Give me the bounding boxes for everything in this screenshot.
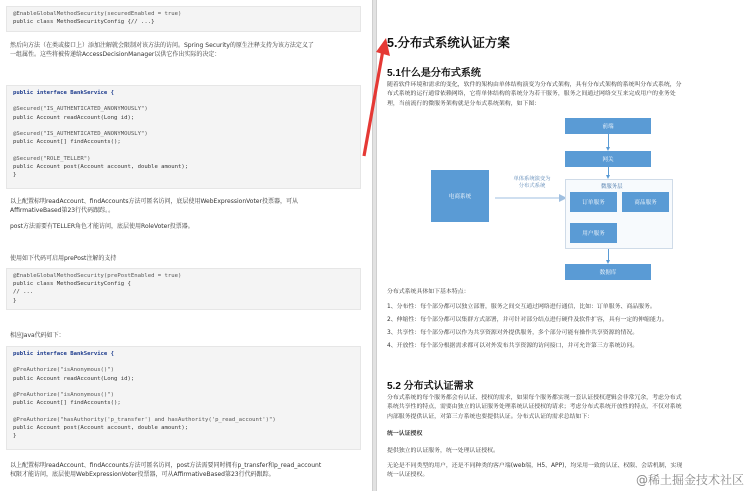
paragraph-post-teller xyxy=(10,222,362,231)
subheading-unified-auth: 统一认证授权 xyxy=(387,431,423,437)
list-item: 3、共享性：每个部分都可以作为共享资源对外提供服务，多个部分可能有操作共享资源的情况。 xyxy=(387,330,639,336)
user-service-box: 用户服务 xyxy=(570,223,617,243)
section-heading-5-2: 5.2 分布式认证需求 xyxy=(387,381,474,392)
architecture-diagram xyxy=(377,108,752,283)
code-line: } xyxy=(13,171,17,178)
code-block-secured-bankservice xyxy=(6,85,361,189)
text-line: 使用如下代码可启用prePost注解的支持 xyxy=(10,255,117,262)
code-line: public Account readAccount(Long id); xyxy=(13,375,135,382)
code-line: public interface BankService { xyxy=(13,90,115,96)
list-item: 1、分布性：每个部分都可以独立部署，服务之间交互通过网络进行通信，比如：订单服务、商品服务。 xyxy=(387,304,656,310)
text-line: 系统共享性的特点，需要由独立的认证服务处理系统认证授权的请求；考虑分布式系统开放性的特点，不仅对系统 xyxy=(387,404,682,411)
code-line xyxy=(13,146,354,154)
paragraph-features-intro xyxy=(387,288,745,297)
code-line: public Account[] findAccounts(); xyxy=(13,400,121,407)
paragraph-auth-requirements xyxy=(387,394,745,422)
code-line xyxy=(13,358,354,366)
text-line: 统一认证授权。 xyxy=(387,472,429,479)
code-line: // ... xyxy=(13,289,34,296)
right-page xyxy=(377,0,752,491)
code-line: public Account[] findAccounts(); xyxy=(13,139,121,146)
code-block-preauthorize-bankservice xyxy=(6,346,361,450)
list-item: 2、伸缩性：每个部分都可以集群方式部署，并可针对部分结点进行硬件及软件扩容，具有一定的伸缩能力。 xyxy=(387,317,668,323)
code-line: public Account readAccount(Long id); xyxy=(13,114,135,121)
text-line: 内部服务提供认证，对第三方系统也要提供认证。分布式认证的需求总结如下： xyxy=(387,413,594,420)
code-line: @PreAuthorize("isAnonymous()") xyxy=(13,391,115,398)
code-line: @EnableGlobalMethodSecurity(securedEnabled = true) xyxy=(13,11,182,17)
code-line: @Secured("ROLE_TELLER") xyxy=(13,155,91,162)
code-line xyxy=(13,383,354,391)
code-line: } xyxy=(13,297,17,304)
order-service-box: 订单服务 xyxy=(570,192,617,212)
paragraph-prepost-enable xyxy=(10,254,362,263)
arrow-gateway-services xyxy=(608,167,609,176)
arrow-frontend-gateway xyxy=(608,134,609,148)
code-line: public interface BankService { xyxy=(13,351,115,357)
product-service-box: 商品服务 xyxy=(622,192,669,212)
paragraph-distributed-intro xyxy=(387,81,745,109)
code-line: @Secured("IS_AUTHENTICATED_ANONYMOUSLY") xyxy=(13,106,148,113)
code-line: public Account post(Account account, double amount); xyxy=(13,424,189,431)
code-line: @PreAuthorize("hasAuthority('p_transfer') and hasAuthority('p_read_account')") xyxy=(13,416,276,423)
text-line: 然后向方法（在类或接口上）添加注解就会限制对该方法的访问。Spring Security的原生注释支持为该方法定义了 xyxy=(10,42,314,49)
code-line xyxy=(13,407,354,415)
evolution-arrow-icon xyxy=(495,192,567,204)
code-line: public Account post(Account account, double amount); xyxy=(13,163,189,170)
monolith-box: 电商系统 xyxy=(431,170,489,222)
text-line: 权限才能访问，底层使用WebExpressionVoter投票器，可从AffirmativeBased第23行代码跟踪。 xyxy=(10,471,275,479)
text-line: 无论是不同类型的用户，还是不同种类的客户端(web端，H5、APP)，均采用一致的认证、权限、会话机制，实现 xyxy=(387,463,683,469)
code-line: public class MethodSecurityConfig {// ...} xyxy=(13,19,155,26)
code-line: } xyxy=(13,432,17,439)
gateway-box: 网关 xyxy=(565,151,651,167)
code-block-enable-prepost xyxy=(6,268,361,310)
code-line xyxy=(13,97,354,105)
paragraph-secured-explain xyxy=(10,197,362,216)
code-line: public class MethodSecurityConfig { xyxy=(13,281,131,288)
text-line: 分布式系统具体如下基本特点： xyxy=(387,289,470,295)
paragraph-preauthorize-explain xyxy=(10,461,362,480)
microservice-layer-label: 微服务层 xyxy=(601,184,623,190)
code-line: @Secured("IS_AUTHENTICATED_ANONYMOUSLY") xyxy=(13,130,148,137)
database-box: 数据库 xyxy=(565,264,651,280)
paragraph-secured-intro xyxy=(10,41,362,60)
watermark-logo: @稀土掘金技术社区 xyxy=(635,473,744,487)
text-line: 以上配置标明readAccount、findAccounts方法可匿名访问，post方法需要同时拥有p_transfer和p_read_account xyxy=(10,462,322,469)
paragraph-java-code xyxy=(10,331,362,340)
text-line: 理，当前流行的微服务架构就是分布式系统架构，如下图： xyxy=(387,100,541,107)
code-block-enable-secured xyxy=(6,6,361,32)
text-line: 布式系统的运行通常依赖网络，它将单体结构的系统分为若干服务，服务之间通过网络交互来完成用户的业务处 xyxy=(387,91,676,98)
text-line: 提供独立的认证服务，统一处理认证授权。 xyxy=(387,448,499,454)
text-line: post方法需要有TELLER角色才能访问，底层使用RoleVoter投票器。 xyxy=(10,223,194,230)
text-line: 分布式系统的每个服务都会有认证、授权的需求，如果每个服务都实现一套认证授权逻辑会非常冗余，考虑分布式 xyxy=(387,395,682,401)
text-line: AffirmativeBased第23行代码跟踪。。 xyxy=(10,207,115,215)
arrow-services-database xyxy=(608,249,609,261)
code-line: @PreAuthorize("isAnonymous()") xyxy=(13,367,115,374)
paragraph-independent-auth xyxy=(387,447,745,456)
code-line xyxy=(13,122,354,130)
section-heading-5-1: 5.1什么是分布式系统 xyxy=(387,68,481,79)
text-line: 随着软件环境和需求的变化，软件的架构由单体结构演变为分布式架构，具有分布式架构的系统叫分布式系统，分 xyxy=(387,82,682,88)
text-line: 以上配置标明readAccount、findAccounts方法可匿名访问，底层使用WebExpressionVoter投票器，可从 xyxy=(10,198,298,205)
text-line: 相应Java代码如下： xyxy=(10,332,65,339)
feature-list xyxy=(387,301,745,353)
left-page xyxy=(0,0,372,491)
code-line: @EnableGlobalMethodSecurity(prePostEnabled = true) xyxy=(13,273,182,279)
section-heading-5: 5.分布式系统认证方案 xyxy=(387,36,510,50)
evolution-note: 单体系统演变为 分布式系统 xyxy=(513,176,551,189)
list-item: 4、开放性：每个部分根据需求都可以对外发布共享资源的访问接口，并可允许第三方系统访问。 xyxy=(387,343,639,349)
frontend-box: 前端 xyxy=(565,118,651,134)
text-line: 一组属性。这些将被传递给AccessDecisionManager以供它作出实际的决定： xyxy=(10,51,221,59)
